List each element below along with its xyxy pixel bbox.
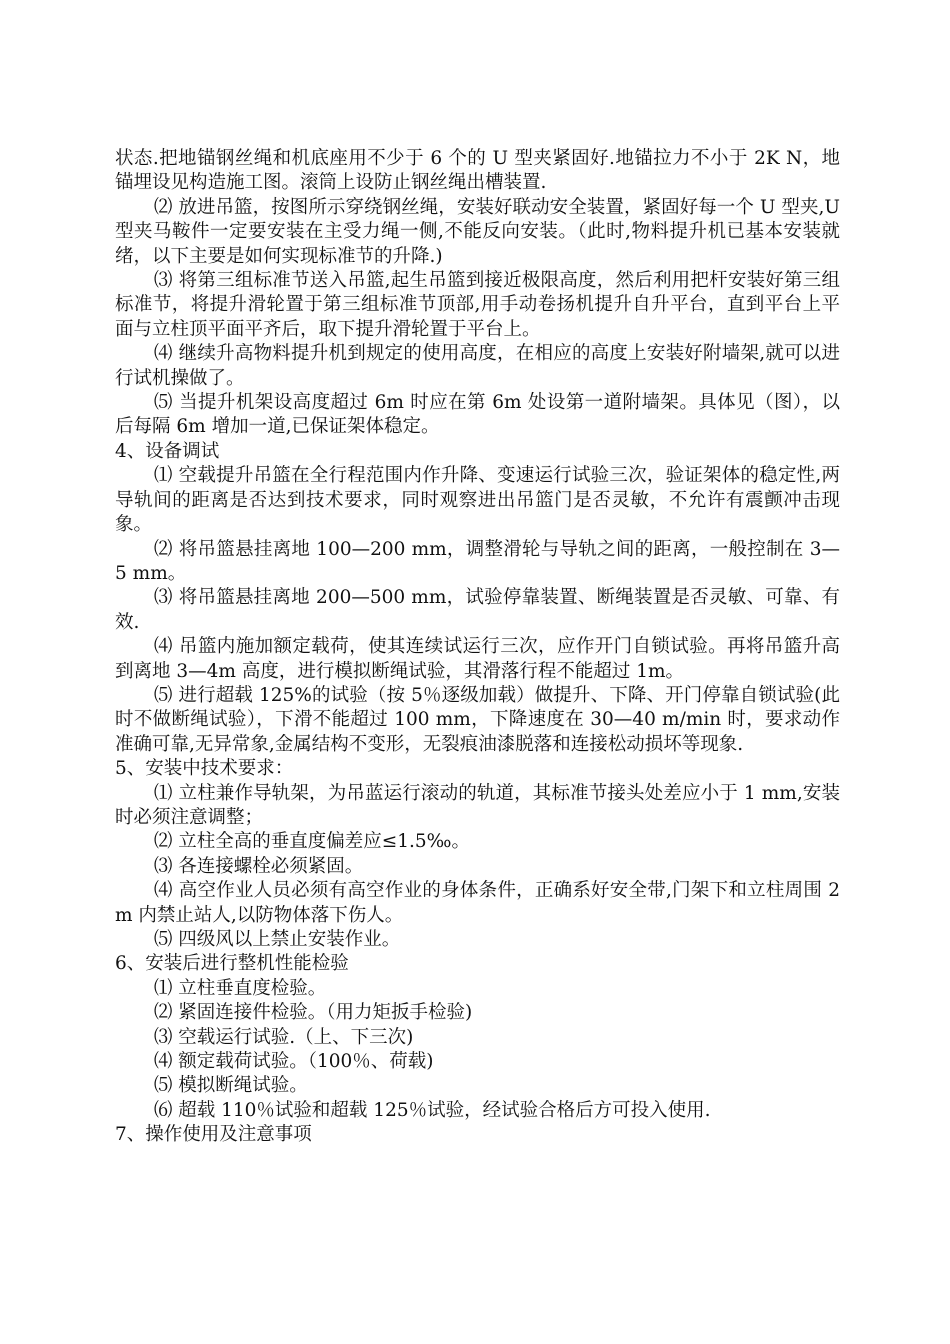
paragraph-req-4: ⑷ 高空作业人员必须有高空作业的身体条件，正确系好安全带,门架下和立柱周围 2 m 内禁止站人,以防物体落下伤人。 [115, 880, 840, 926]
section-heading-7: 7、操作使用及注意事项 [115, 1124, 312, 1146]
paragraph-check-4: ⑷ 额定载荷试验。（100％、荷载) [153, 1051, 434, 1073]
paragraph-check-3: ⑶ 空载运行试验.（上、下三次) [153, 1026, 414, 1048]
paragraph-check-5: ⑸ 模拟断绳试验。 [153, 1075, 308, 1097]
section-heading-5: 5、安装中技术要求： [115, 758, 294, 780]
paragraph-step-3: ⑶ 将第三组标准节送入吊篮,起生吊篮到接近极限高度，然后利用把杆安装好第三组标准节，将提升滑轮置于第三组标准节顶部,用手动卷扬机提升自升平台，直到平台上平面与立柱顶平面平齐后，取下提升滑轮置于平台上。 [115, 270, 840, 340]
section-heading-4: 4、设备调试 [115, 440, 220, 462]
section-heading-6: 6、安装后进行整机性能检验 [115, 953, 349, 975]
paragraph-req-1: ⑴ 立柱兼作导轨架，为吊蓝运行滚动的轨道，其标准节接头处差应小于 1 mm,安装时必须注意调整； [115, 782, 840, 828]
paragraph-step-4: ⑷ 继续升高物料提升机到规定的使用高度，在相应的高度上安装好附墙架,就可以进行试机操做了。 [115, 343, 840, 389]
paragraph-req-3: ⑶ 各连接螺栓必须紧固。 [153, 855, 364, 877]
paragraph-debug-3: ⑶ 将吊篮悬挂离地 200—500 mm，试验停靠装置、断绳装置是否灵敏、可靠、有效. [115, 587, 840, 633]
paragraph-debug-4: ⑷ 吊篮内施加额定载荷，使其连续试运行三次，应作开门自锁试验。再将吊篮升高到离地 3—4m 高度，进行模拟断绳试验，其滑落行程不能超过 1m。 [115, 636, 840, 682]
paragraph-debug-2: ⑵ 将吊篮悬挂离地 100—200 mm，调整滑轮与导轨之间的距离，一般控制在 3—5 mm。 [115, 538, 840, 584]
paragraph-step-5: ⑸ 当提升机架设高度超过 6m 时应在第 6m 处设第一道附墙架。具体见（图），以后每隔 6m 增加一道,已保证架体稳定。 [115, 392, 840, 438]
paragraph-check-2: ⑵ 紧固连接件检验。（用力矩扳手检验) [153, 1002, 473, 1024]
paragraph-debug-5: ⑸ 进行超载 125%的试验（按 5％逐级加载）做提升、下降、开门停靠自锁试验(此时不做断绳试验），下滑不能超过 100 mm，下降速度在 30—40 m/min 时，要求动作准确可靠,无异常象,金属结构不变形，无裂痕油漆脱落和连接松动损坏等现象. [115, 684, 840, 755]
paragraph-debug-1: ⑴ 空载提升吊篮在全行程范围内作升降、变速运行试验三次，验证架体的稳定性,两导轨间的距离是否达到技术要求，同时观察进出吊篮门是否灵敏，不允许有震颤冲击现象。 [115, 465, 840, 536]
document-page [115, 147, 840, 1148]
paragraph-check-6: ⑹ 超载 110％试验和超载 125％试验，经试验合格后方可投入使用. [153, 1099, 711, 1121]
paragraph-req-5: ⑸ 四级风以上禁止安装作业。 [153, 929, 401, 950]
paragraph-check-1: ⑴ 立柱垂直度检验。 [153, 977, 327, 999]
paragraph-req-2: ⑵ 立柱全高的垂直度偏差应≤1.5‰。 [153, 831, 470, 853]
paragraph-continuation: 状态.把地锚钢丝绳和机底座用不少于 6 个的 U 型夹紧固好.地锚拉力不小于 2K N，地锚埋设见构造施工图。滚筒上设防止钢丝绳出槽装置. [115, 148, 840, 194]
paragraph-step-2: ⑵ 放进吊篮，按图所示穿绕钢丝绳，安装好联动安全装置，紧固好每一个 U 型夹,U 型夹马鞍件一定要安装在主受力绳一侧,不能反向安装。（此时,物料提升机已基本安装就绪，以下主要是如何实现标准节的升降.) [115, 196, 840, 267]
